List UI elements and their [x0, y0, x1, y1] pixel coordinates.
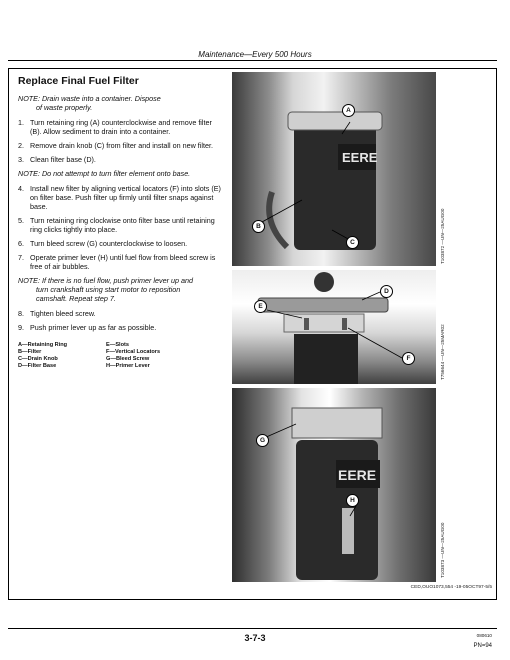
callout-a: A [342, 104, 355, 117]
step-text: Push primer lever up as far as possible. [30, 323, 157, 332]
legend-item: B—Filter [18, 349, 42, 355]
step-text: Tighten bleed screw. [30, 309, 96, 318]
step-item [18, 239, 223, 248]
step-text: Remove drain knob (C) from filter and install on new filter. [30, 141, 213, 150]
step-text: Turn retaining ring (A) counterclockwise and remove filter (B). Allow sediment to drain into a container. [30, 118, 212, 136]
legend-item: F—Vertical Locators [106, 349, 161, 355]
step-number: 2. [18, 141, 24, 150]
callout-c: C [346, 236, 359, 249]
page-date: 080610 [476, 633, 492, 638]
photo-filter-removal [232, 72, 436, 266]
callout-d: D [380, 285, 393, 298]
filter-base-plate [258, 298, 388, 312]
section-title: Replace Final Fuel Filter [18, 75, 139, 87]
filter-body [294, 334, 358, 384]
parts-legend [18, 342, 223, 370]
step-number: 8. [18, 309, 24, 318]
step-item [18, 323, 223, 332]
filter-illustration [232, 72, 436, 266]
step-text: Turn retaining ring clockwise onto filter base until retaining ring clicks tightly into place. [30, 216, 215, 234]
note-line: camshaft. Repeat step 7. [36, 294, 116, 303]
note-line: NOTE: Drain waste into a container. Dispose [18, 94, 161, 103]
step-item [18, 253, 223, 271]
top-rule [8, 60, 497, 61]
step-number: 3. [18, 155, 24, 164]
note-line: NOTE: If there is no fuel flow, push primer lever up and [18, 276, 193, 285]
note-no-fuel-flow [18, 276, 223, 303]
filter-head [292, 408, 382, 438]
retaining-ring [288, 112, 382, 130]
callout-b: B [252, 220, 265, 233]
step-item [18, 141, 223, 150]
figure-code: T103872 —UN—25AUG00 [440, 208, 445, 264]
legend-item: E—Slots [106, 342, 130, 348]
step-number: 4. [18, 184, 24, 193]
callout-leader [264, 424, 296, 438]
photo-filter-base [232, 270, 436, 384]
vertical-locator [342, 318, 347, 330]
callout-f: F [402, 352, 415, 365]
note-line: turn crankshaft using start motor to reposition [36, 285, 181, 294]
step-item [18, 118, 223, 136]
note-filter-element: NOTE: Do not attempt to turn filter element onto base. [18, 169, 191, 178]
filter-logo: EERE [342, 150, 378, 165]
step-item [18, 155, 223, 164]
legend-item: G—Bleed Screw [106, 356, 150, 362]
step-number: 1. [18, 118, 24, 127]
step-text: Turn bleed screw (G) counterclockwise to loosen. [30, 239, 188, 248]
step-number: 7. [18, 253, 24, 262]
step-item [18, 309, 223, 318]
filter-logo: EERE [338, 467, 377, 483]
step-number: 6. [18, 239, 24, 248]
callout-e: E [254, 300, 267, 313]
callout-h: H [346, 494, 359, 507]
legend-item: C—Drain Knob [18, 356, 58, 362]
instructions-column [18, 94, 223, 370]
bottom-rule [8, 628, 497, 629]
page-number: 3-7-3 [244, 633, 266, 643]
legend-item: D—Filter Base [18, 363, 57, 369]
step-text: Install new filter by aligning vertical locators (F) into slots (E) on filter base. Push filter up firmly until filter snaps against base. [30, 184, 221, 211]
vertical-locator [304, 318, 309, 330]
step-number: 9. [18, 323, 24, 332]
step-item [18, 184, 223, 211]
legend-item: H—Primer Lever [106, 363, 150, 369]
legend-item: A—Retaining Ring [18, 342, 68, 348]
step-text: Operate primer lever (H) until fuel flow from bleed screw is free of air bubbles. [30, 253, 216, 271]
figure-code: T756644 —UN—25MAR02 [440, 324, 445, 380]
reference-code: CED,OUO1073,554 -19-05OCT97-5/5 [410, 585, 492, 590]
page-pn: PN=94 [473, 643, 492, 649]
fuel-hose [269, 192, 287, 247]
running-header: Maintenance—Every 500 Hours [198, 50, 312, 59]
step-item [18, 216, 223, 234]
filter-canister [294, 120, 376, 250]
note-drain-waste [18, 94, 223, 112]
photo-bleed-screw [232, 388, 436, 582]
filter-base-illustration [232, 270, 436, 384]
primer-knob [314, 272, 334, 292]
figure-code: T103873 —UN—25AUG00 [440, 522, 445, 578]
bleed-illustration [232, 388, 436, 582]
primer-lever [342, 508, 354, 554]
callout-g: G [256, 434, 269, 447]
note-line: of waste properly. [36, 103, 93, 112]
step-text: Clean filter base (D). [30, 155, 96, 164]
step-number: 5. [18, 216, 24, 225]
